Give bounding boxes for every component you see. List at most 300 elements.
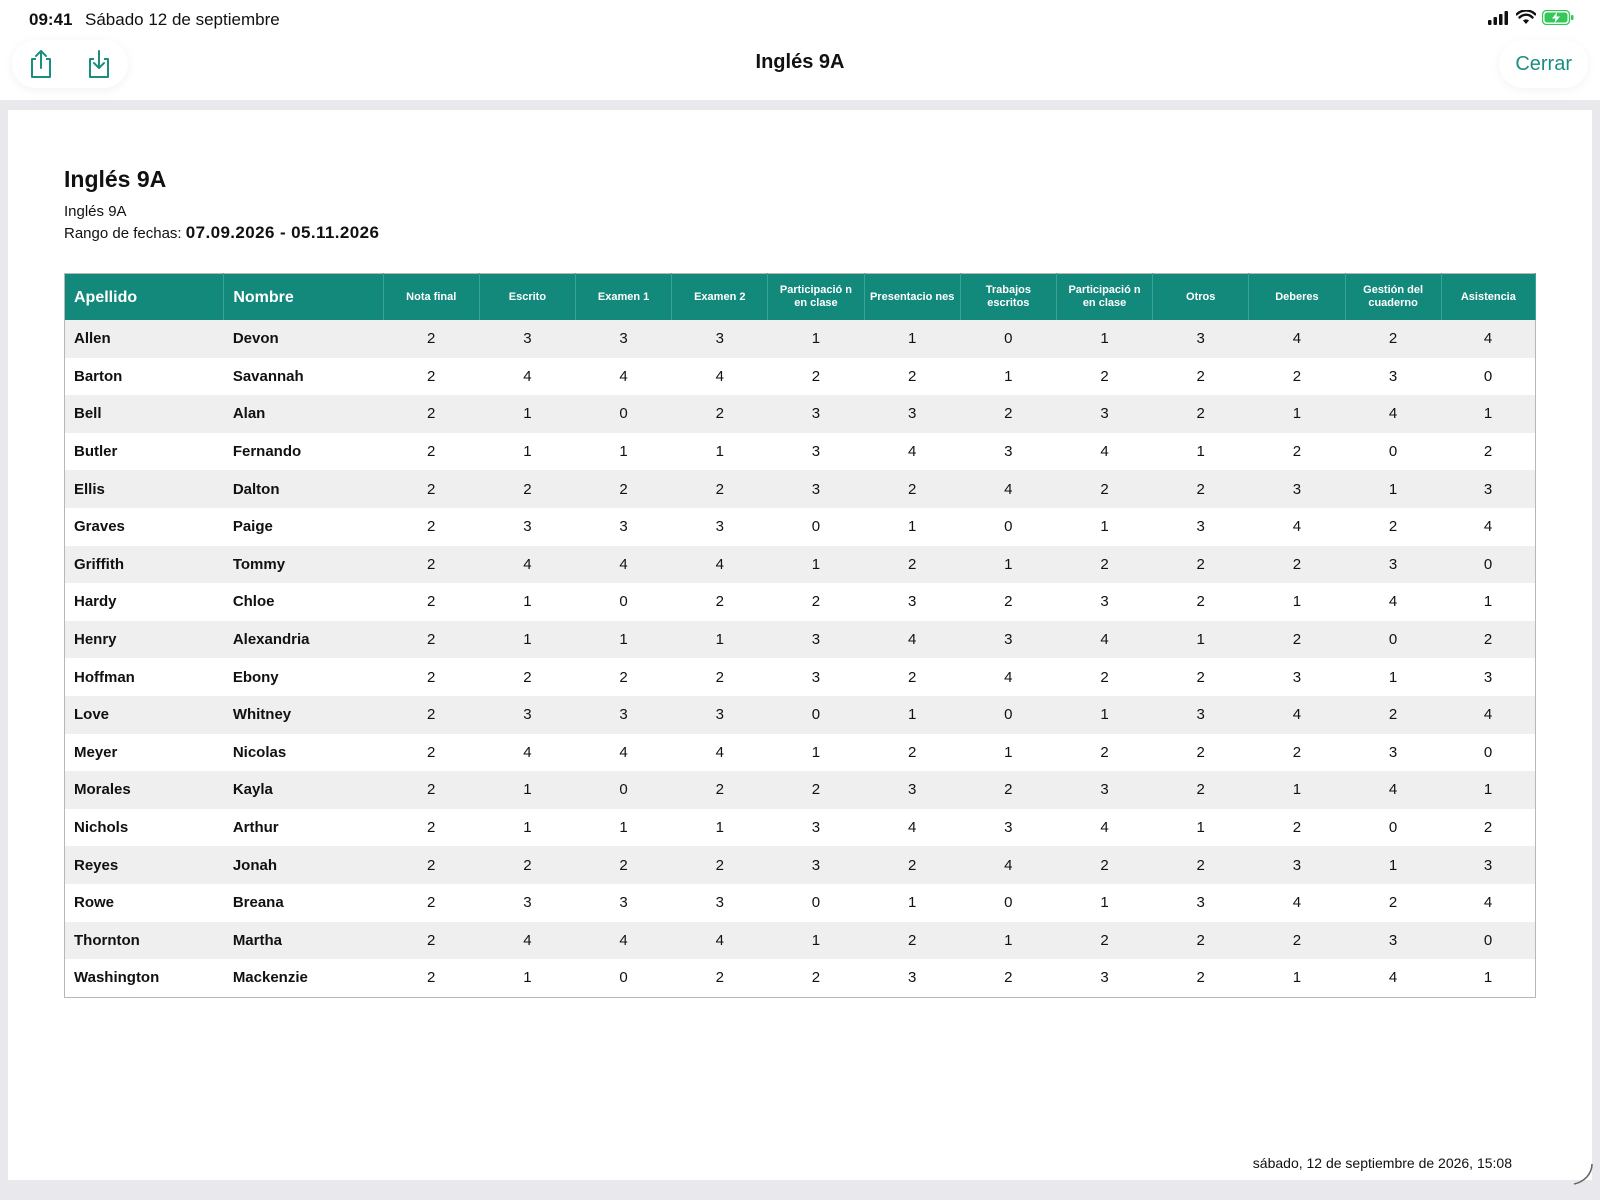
grade-cell: 3	[768, 658, 864, 696]
column-header: Participació n en clase	[1056, 274, 1152, 321]
grade-cell: 0	[576, 771, 672, 809]
table-row	[65, 846, 1536, 884]
grade-cell: 3	[768, 433, 864, 471]
grade-cell: 3	[479, 320, 575, 358]
first-name-cell: Chloe	[224, 583, 383, 621]
grade-cell: 4	[672, 546, 768, 584]
grade-cell: 3	[1249, 846, 1345, 884]
grade-cell: 3	[960, 621, 1056, 659]
grade-cell: 0	[960, 320, 1056, 358]
grade-cell: 3	[576, 320, 672, 358]
grade-cell: 2	[383, 884, 479, 922]
grade-cell: 2	[1345, 508, 1441, 546]
grade-cell: 2	[864, 658, 960, 696]
grade-cell: 2	[479, 846, 575, 884]
status-bar	[0, 0, 1600, 36]
first-name-cell: Paige	[224, 508, 383, 546]
grade-cell: 2	[576, 846, 672, 884]
grade-cell: 2	[1441, 809, 1535, 847]
column-header: Participació n en clase	[768, 274, 864, 321]
grade-cell: 3	[960, 433, 1056, 471]
table-row	[65, 583, 1536, 621]
grade-cell: 4	[1441, 508, 1535, 546]
grade-cell: 2	[960, 583, 1056, 621]
grade-cell: 4	[864, 621, 960, 659]
grade-cell: 1	[1345, 846, 1441, 884]
grade-cell: 2	[672, 771, 768, 809]
column-header: Presentacio nes	[864, 274, 960, 321]
grade-cell: 3	[1056, 395, 1152, 433]
first-name-cell: Kayla	[224, 771, 383, 809]
grade-cell: 0	[1441, 546, 1535, 584]
grade-cell: 1	[1249, 771, 1345, 809]
grade-cell: 2	[1249, 433, 1345, 471]
table-row	[65, 395, 1536, 433]
grade-cell: 4	[479, 922, 575, 960]
grade-cell: 3	[1153, 508, 1249, 546]
grade-cell: 2	[864, 922, 960, 960]
grade-cell: 2	[383, 846, 479, 884]
grade-cell: 2	[864, 358, 960, 396]
grade-cell: 2	[383, 959, 479, 997]
grade-cell: 2	[1441, 621, 1535, 659]
grade-cell: 2	[1249, 809, 1345, 847]
grade-cell: 2	[1153, 358, 1249, 396]
column-header: Escrito	[479, 274, 575, 321]
grade-cell: 0	[960, 696, 1056, 734]
grade-cell: 2	[672, 658, 768, 696]
grade-cell: 1	[479, 959, 575, 997]
date-range	[64, 223, 379, 243]
last-name-cell: Reyes	[65, 846, 224, 884]
grades-table	[64, 273, 1536, 998]
grade-cell: 2	[1056, 658, 1152, 696]
table-row	[65, 508, 1536, 546]
table-row	[65, 884, 1536, 922]
grade-cell: 1	[1249, 583, 1345, 621]
grade-cell: 4	[1249, 508, 1345, 546]
grade-cell: 1	[479, 395, 575, 433]
grade-cell: 4	[1249, 320, 1345, 358]
grade-cell: 2	[383, 922, 479, 960]
grade-cell: 3	[768, 621, 864, 659]
grade-cell: 2	[672, 583, 768, 621]
grade-cell: 2	[1056, 922, 1152, 960]
table-row	[65, 621, 1536, 659]
last-name-cell: Graves	[65, 508, 224, 546]
document-title: Inglés 9A	[64, 166, 167, 192]
first-name-cell: Martha	[224, 922, 383, 960]
grade-cell: 4	[960, 658, 1056, 696]
grade-cell: 1	[1345, 658, 1441, 696]
grade-cell: 0	[1441, 358, 1535, 396]
grade-cell: 2	[672, 395, 768, 433]
grade-cell: 1	[479, 621, 575, 659]
page-title: Inglés 9A	[755, 51, 845, 73]
grade-cell: 4	[576, 358, 672, 396]
grade-cell: 3	[576, 884, 672, 922]
last-name-cell: Barton	[65, 358, 224, 396]
grade-cell: 3	[1153, 696, 1249, 734]
grade-cell: 1	[960, 546, 1056, 584]
grade-cell: 0	[1441, 922, 1535, 960]
grade-cell: 3	[1153, 884, 1249, 922]
last-name-cell: Butler	[65, 433, 224, 471]
grade-cell: 1	[1153, 621, 1249, 659]
status-time: 09:41	[29, 10, 73, 29]
grade-cell: 4	[672, 922, 768, 960]
grade-cell: 4	[576, 546, 672, 584]
last-name-cell: Love	[65, 696, 224, 734]
close-button[interactable]: Cerrar	[1499, 40, 1588, 88]
last-name-cell: Nichols	[65, 809, 224, 847]
grade-cell: 0	[1345, 433, 1441, 471]
first-name-cell: Tommy	[224, 546, 383, 584]
last-name-cell: Ellis	[65, 470, 224, 508]
last-name-cell: Bell	[65, 395, 224, 433]
grade-cell: 4	[672, 734, 768, 772]
grade-cell: 2	[383, 358, 479, 396]
table-row	[65, 959, 1536, 997]
grade-cell: 1	[672, 621, 768, 659]
table-row	[65, 658, 1536, 696]
grade-cell: 1	[479, 771, 575, 809]
grade-cell: 0	[1441, 734, 1535, 772]
grade-cell: 3	[672, 696, 768, 734]
grade-cell: 1	[576, 433, 672, 471]
grade-cell: 3	[1249, 658, 1345, 696]
grade-cell: 3	[864, 959, 960, 997]
grade-cell: 4	[864, 809, 960, 847]
table-row	[65, 734, 1536, 772]
table-row	[65, 696, 1536, 734]
grade-cell: 3	[1345, 358, 1441, 396]
grade-cell: 3	[864, 771, 960, 809]
column-header: Nombre	[224, 274, 383, 321]
last-name-cell: Hardy	[65, 583, 224, 621]
grade-cell: 2	[383, 320, 479, 358]
grade-cell: 2	[960, 771, 1056, 809]
status-date: Sábado 12 de septiembre	[85, 10, 280, 29]
grade-cell: 2	[383, 470, 479, 508]
grade-cell: 3	[768, 809, 864, 847]
column-header: Deberes	[1249, 274, 1345, 321]
grade-cell: 2	[1249, 922, 1345, 960]
grade-cell: 0	[576, 959, 672, 997]
grade-cell: 2	[1345, 320, 1441, 358]
first-name-cell: Devon	[224, 320, 383, 358]
table-header-row	[65, 274, 1536, 321]
grade-cell: 2	[1345, 884, 1441, 922]
grade-cell: 3	[479, 884, 575, 922]
first-name-cell: Nicolas	[224, 734, 383, 772]
grade-cell: 3	[672, 884, 768, 922]
grade-cell: 4	[864, 433, 960, 471]
grade-cell: 3	[1056, 959, 1152, 997]
grade-cell: 2	[1153, 846, 1249, 884]
grade-cell: 1	[1153, 433, 1249, 471]
grade-cell: 4	[1345, 771, 1441, 809]
grade-cell: 1	[479, 809, 575, 847]
grade-cell: 1	[479, 433, 575, 471]
grade-cell: 3	[1249, 470, 1345, 508]
last-name-cell: Thornton	[65, 922, 224, 960]
grade-cell: 2	[1441, 433, 1535, 471]
grade-cell: 0	[960, 884, 1056, 922]
grade-cell: 1	[1056, 320, 1152, 358]
grade-cell: 4	[960, 470, 1056, 508]
document-subtitle: Inglés 9A	[64, 203, 127, 220]
grade-cell: 1	[960, 922, 1056, 960]
column-header: Asistencia	[1441, 274, 1535, 321]
grade-cell: 3	[768, 470, 864, 508]
table-row	[65, 320, 1536, 358]
battery-charging-icon	[1542, 10, 1574, 25]
table-row	[65, 470, 1536, 508]
table-row	[65, 433, 1536, 471]
grade-cell: 1	[1345, 470, 1441, 508]
grade-cell: 1	[864, 508, 960, 546]
grade-cell: 1	[672, 433, 768, 471]
grade-cell: 3	[1345, 546, 1441, 584]
last-name-cell: Griffith	[65, 546, 224, 584]
grade-cell: 1	[479, 583, 575, 621]
grade-cell: 3	[1056, 771, 1152, 809]
grade-cell: 2	[383, 583, 479, 621]
grade-cell: 3	[1345, 922, 1441, 960]
first-name-cell: Dalton	[224, 470, 383, 508]
grade-cell: 2	[383, 508, 479, 546]
grade-cell: 1	[864, 884, 960, 922]
grade-cell: 2	[672, 470, 768, 508]
grade-cell: 4	[576, 734, 672, 772]
grade-cell: 4	[672, 358, 768, 396]
grade-cell: 2	[864, 470, 960, 508]
grade-cell: 3	[768, 395, 864, 433]
grade-cell: 2	[576, 470, 672, 508]
grade-cell: 3	[1441, 658, 1535, 696]
cellular-signal-icon	[1488, 11, 1510, 25]
grade-cell: 3	[1441, 470, 1535, 508]
grade-cell: 1	[1249, 395, 1345, 433]
column-header: Examen 1	[576, 274, 672, 321]
grade-cell: 2	[383, 658, 479, 696]
grade-cell: 3	[768, 846, 864, 884]
grade-cell: 2	[1153, 395, 1249, 433]
grade-cell: 0	[960, 508, 1056, 546]
grade-cell: 4	[1441, 696, 1535, 734]
grade-cell: 4	[1056, 621, 1152, 659]
grade-cell: 1	[1153, 809, 1249, 847]
grade-cell: 3	[1441, 846, 1535, 884]
grade-cell: 0	[768, 884, 864, 922]
navigation-bar	[0, 36, 1600, 100]
grade-cell: 1	[1249, 959, 1345, 997]
grade-cell: 4	[1441, 884, 1535, 922]
grade-cell: 0	[1345, 809, 1441, 847]
first-name-cell: Savannah	[224, 358, 383, 396]
first-name-cell: Mackenzie	[224, 959, 383, 997]
grade-cell: 3	[672, 508, 768, 546]
grade-cell: 1	[1441, 583, 1535, 621]
grade-cell: 4	[960, 846, 1056, 884]
grade-cell: 2	[1249, 358, 1345, 396]
column-header: Trabajos escritos	[960, 274, 1056, 321]
grade-cell: 1	[1056, 508, 1152, 546]
grade-cell: 2	[383, 433, 479, 471]
first-name-cell: Jonah	[224, 846, 383, 884]
grade-cell: 2	[1056, 358, 1152, 396]
date-range-label: Rango de fechas:	[64, 225, 182, 242]
grade-cell: 3	[479, 696, 575, 734]
grade-cell: 4	[1441, 320, 1535, 358]
first-name-cell: Whitney	[224, 696, 383, 734]
grade-cell: 2	[1153, 734, 1249, 772]
grade-cell: 3	[960, 809, 1056, 847]
grade-cell: 2	[864, 734, 960, 772]
grade-cell: 1	[576, 809, 672, 847]
grade-cell: 2	[576, 658, 672, 696]
document-page	[8, 110, 1592, 1180]
grade-cell: 3	[672, 320, 768, 358]
grade-cell: 3	[1056, 583, 1152, 621]
grade-cell: 3	[864, 395, 960, 433]
grade-cell: 1	[864, 320, 960, 358]
wifi-icon	[1516, 10, 1536, 25]
table-row	[65, 922, 1536, 960]
grade-cell: 0	[576, 583, 672, 621]
grade-cell: 0	[768, 508, 864, 546]
table-row	[65, 358, 1536, 396]
grade-cell: 2	[768, 583, 864, 621]
grade-cell: 3	[576, 508, 672, 546]
grade-cell: 2	[383, 395, 479, 433]
grade-cell: 4	[1056, 809, 1152, 847]
grade-cell: 2	[1153, 583, 1249, 621]
grade-cell: 4	[479, 546, 575, 584]
grade-cell: 2	[383, 809, 479, 847]
grade-cell: 3	[864, 583, 960, 621]
footer-timestamp: sábado, 12 de septiembre de 2026, 15:08	[1252, 1155, 1512, 1171]
grade-cell: 2	[864, 546, 960, 584]
grades-table-body	[65, 320, 1536, 997]
grade-cell: 2	[383, 546, 479, 584]
grade-cell: 1	[672, 809, 768, 847]
grade-cell: 2	[1249, 546, 1345, 584]
grade-cell: 2	[1249, 734, 1345, 772]
table-row	[65, 771, 1536, 809]
grade-cell: 1	[1441, 395, 1535, 433]
grade-cell: 1	[576, 621, 672, 659]
grade-cell: 2	[960, 395, 1056, 433]
last-name-cell: Rowe	[65, 884, 224, 922]
grade-cell: 4	[1249, 884, 1345, 922]
grade-cell: 4	[1345, 395, 1441, 433]
grade-cell: 2	[768, 959, 864, 997]
grade-cell: 2	[1153, 658, 1249, 696]
grade-cell: 0	[768, 696, 864, 734]
column-header: Apellido	[65, 274, 224, 321]
grade-cell: 2	[383, 621, 479, 659]
grade-cell: 2	[768, 358, 864, 396]
grade-cell: 2	[1153, 922, 1249, 960]
grade-cell: 4	[576, 922, 672, 960]
grade-cell: 2	[383, 771, 479, 809]
column-header: Otros	[1153, 274, 1249, 321]
grade-cell: 4	[479, 734, 575, 772]
grade-cell: 2	[383, 734, 479, 772]
grade-cell: 3	[1153, 320, 1249, 358]
table-row	[65, 809, 1536, 847]
grade-cell: 2	[1153, 470, 1249, 508]
grade-cell: 2	[672, 959, 768, 997]
grade-cell: 2	[768, 771, 864, 809]
grade-cell: 1	[960, 734, 1056, 772]
grade-cell: 1	[864, 696, 960, 734]
grade-cell: 3	[479, 508, 575, 546]
corner-curl-icon	[1570, 1162, 1594, 1186]
grade-cell: 2	[1056, 846, 1152, 884]
grade-cell: 3	[576, 696, 672, 734]
grade-cell: 1	[1056, 884, 1152, 922]
status-icons	[1488, 10, 1574, 25]
first-name-cell: Ebony	[224, 658, 383, 696]
first-name-cell: Breana	[224, 884, 383, 922]
grade-cell: 0	[576, 395, 672, 433]
grade-cell: 4	[1249, 696, 1345, 734]
grade-cell: 1	[1441, 959, 1535, 997]
grade-cell: 2	[1056, 470, 1152, 508]
grade-cell: 4	[479, 358, 575, 396]
grade-cell: 1	[1441, 771, 1535, 809]
column-header: Gestión del cuaderno	[1345, 274, 1441, 321]
grade-cell: 2	[1249, 621, 1345, 659]
grade-cell: 0	[1345, 621, 1441, 659]
first-name-cell: Arthur	[224, 809, 383, 847]
grade-cell: 2	[1345, 696, 1441, 734]
last-name-cell: Allen	[65, 320, 224, 358]
grade-cell: 2	[479, 658, 575, 696]
last-name-cell: Henry	[65, 621, 224, 659]
column-header: Nota final	[383, 274, 479, 321]
last-name-cell: Washington	[65, 959, 224, 997]
grade-cell: 2	[1153, 959, 1249, 997]
first-name-cell: Alexandria	[224, 621, 383, 659]
date-range-value: 07.09.2026 - 05.11.2026	[185, 223, 380, 242]
grade-cell: 3	[1345, 734, 1441, 772]
grade-cell: 2	[1056, 546, 1152, 584]
grade-cell: 2	[960, 959, 1056, 997]
grade-cell: 2	[864, 846, 960, 884]
last-name-cell: Meyer	[65, 734, 224, 772]
grade-cell: 2	[1153, 771, 1249, 809]
grade-cell: 4	[1345, 959, 1441, 997]
grade-cell: 1	[768, 546, 864, 584]
grade-cell: 1	[1056, 696, 1152, 734]
last-name-cell: Morales	[65, 771, 224, 809]
grade-cell: 1	[768, 734, 864, 772]
first-name-cell: Fernando	[224, 433, 383, 471]
grade-cell: 1	[960, 358, 1056, 396]
grade-cell: 2	[383, 696, 479, 734]
grade-cell: 1	[768, 922, 864, 960]
grade-cell: 4	[1056, 433, 1152, 471]
grade-cell: 2	[479, 470, 575, 508]
grade-cell: 2	[1153, 546, 1249, 584]
grade-cell: 2	[672, 846, 768, 884]
last-name-cell: Hoffman	[65, 658, 224, 696]
grade-cell: 4	[1345, 583, 1441, 621]
